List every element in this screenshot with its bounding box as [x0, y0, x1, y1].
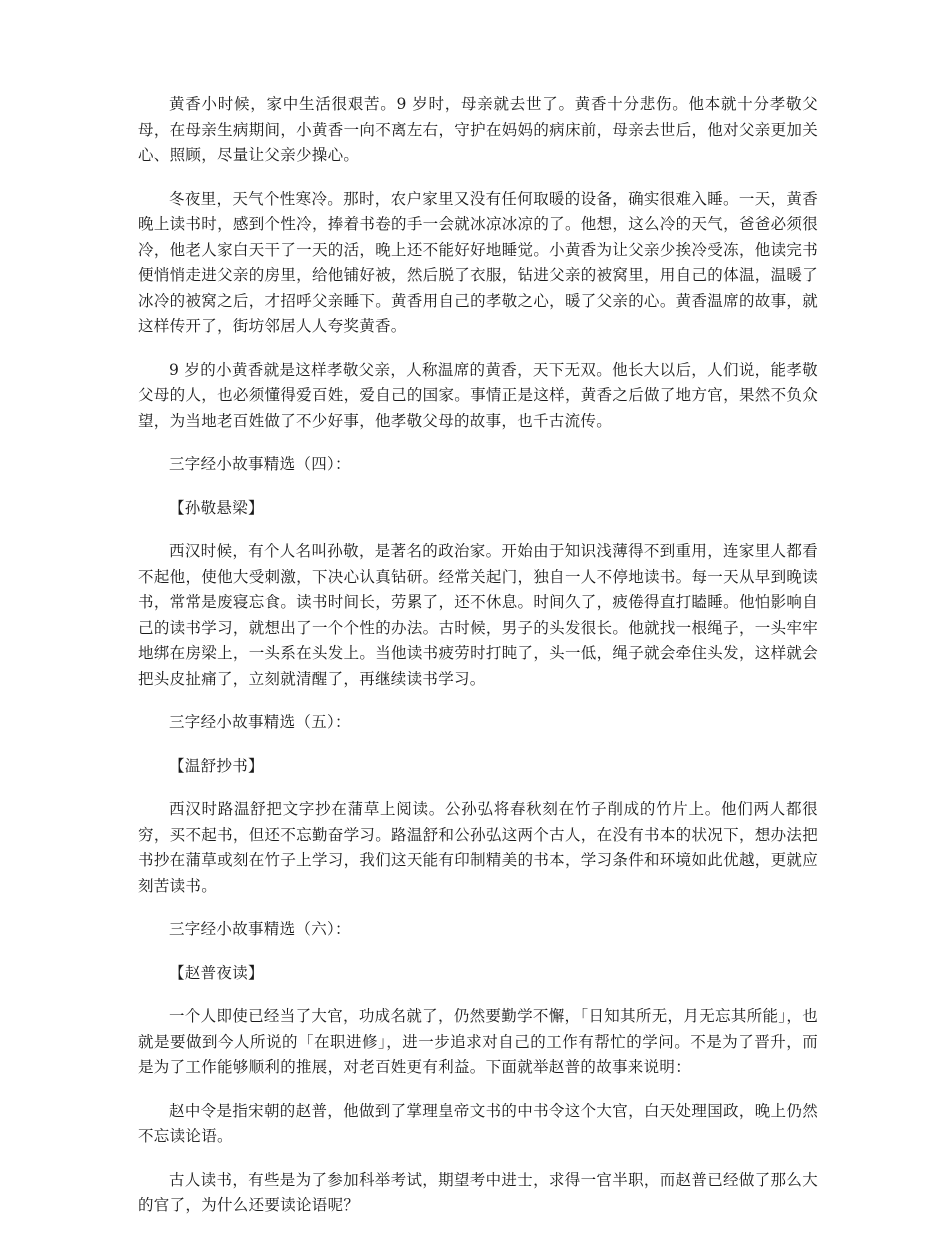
paragraph-huangxiang-childhood: 黄香小时候，家中生活很艰苦。9 岁时，母亲就去世了。黄香十分悲伤。他本就十分孝敬父母，在母亲生病期间，小黄香一向不离左右，守护在妈妈的病床前，母亲去世后，他对父亲更加关心、照顾，尽量让父亲少操心。	[138, 95, 818, 164]
story-title-zhaopu: 【赵普夜读】	[169, 963, 264, 982]
document-page	[138, 92, 818, 1237]
paragraph-zhaopu-question: 古人读书，有些是为了参加科举考试，期望考中进士，求得一官半职，而赵普已经做了那么大的官了，为什么还要读论语呢？	[138, 1170, 818, 1214]
paragraph-huangxiang-legacy: 9 岁的小黄香就是这样孝敬父亲，人称温席的黄香，天下无双。他长大以后，人们说，能孝敬父母的人，也必须懂得爱百姓，爱自己的国家。事情正是这样，黄香之后做了地方官，果然不负众望，为当地老百姓做了不少好事，他孝敬父母的故事，也千古流传。	[138, 360, 818, 430]
section-heading-6: 三字经小故事精选（六）：	[169, 920, 351, 938]
story-title-sunjing: 【孙敬悬梁】	[169, 498, 264, 517]
paragraph-zhaopu-minister: 赵中令是指宋朝的赵普，他做到了掌理皇帝文书的中书令这个大官，白天处理国政，晚上仍然不忘读论语。	[138, 1101, 818, 1145]
paragraph-sunjing: 西汉时候，有个人名叫孙敬，是著名的政治家。开始由于知识浅薄得不到重用，连家里人都看不起他，使他大受刺激，下决心认真钻研。经常关起门，独自一人不停地读书。每一天从早到晚读书，常常是废寝忘食。读书时间长，劳累了，还不休息。时间久了，疲倦得直打瞌睡。他怕影响自己的读书学习，就想出了一个个性的办法。古时候，男子的头发很长。他就找一根绳子，一头牢牢地绑在房梁上，一头系在头发上。当他读书疲劳时打盹了，头一低，绳子就会牵住头发，这样就会把头皮扯痛了，立刻就清醒了，再继续读书学习。	[138, 542, 818, 688]
section-heading-4: 三字经小故事精选（四）：	[169, 455, 351, 473]
story-title-wenshu: 【温舒抄书】	[169, 756, 264, 775]
section-heading-5: 三字经小故事精选（五）：	[169, 713, 351, 731]
paragraph-wenshu: 西汉时路温舒把文字抄在蒲草上阅读。公孙弘将春秋刻在竹子削成的竹片上。他们两人都很穷，买不起书，但还不忘勤奋学习。路温舒和公孙弘这两个古人，在没有书本的状况下，想办法把书抄在蒲草或刻在竹子上学习，我们这天能有印制精美的书本，学习条件和环境如此优越，更就应刻苦读书。	[138, 800, 818, 895]
paragraph-huangxiang-winter: 冬夜里，天气个性寒冷。那时，农户家里又没有任何取暖的设备，确实很难入睡。一天，黄香晚上读书时，感到个性冷，捧着书卷的手一会就冰凉冰凉的了。他想，这么冷的天气，爸爸必须很冷，他老人家白天干了一天的活，晚上还不能好好地睡觉。小黄香为让父亲少挨冷受冻，他读完书便悄悄走进父亲的房里，给他铺好被，然后脱了衣服，钻进父亲的被窝里，用自己的体温，温暖了冰冷的被窝之后，才招呼父亲睡下。黄香用自己的孝敬之心，暖了父亲的心。黄香温席的故事，就这样传开了，街坊邻居人人夸奖黄香。	[138, 189, 818, 335]
paragraph-zhaopu-intro: 一个人即使已经当了大官，功成名就了，仍然要勤学不懈，「日知其所无，月无忘其所能」，也就是要做到今人所说的「在职进修」，进一步追求对自己的工作有帮忙的学问。不是为了晋升，而是为了工作能够顺利的推展，对老百姓更有利益。下面就举赵普的故事来说明：	[138, 1007, 818, 1076]
